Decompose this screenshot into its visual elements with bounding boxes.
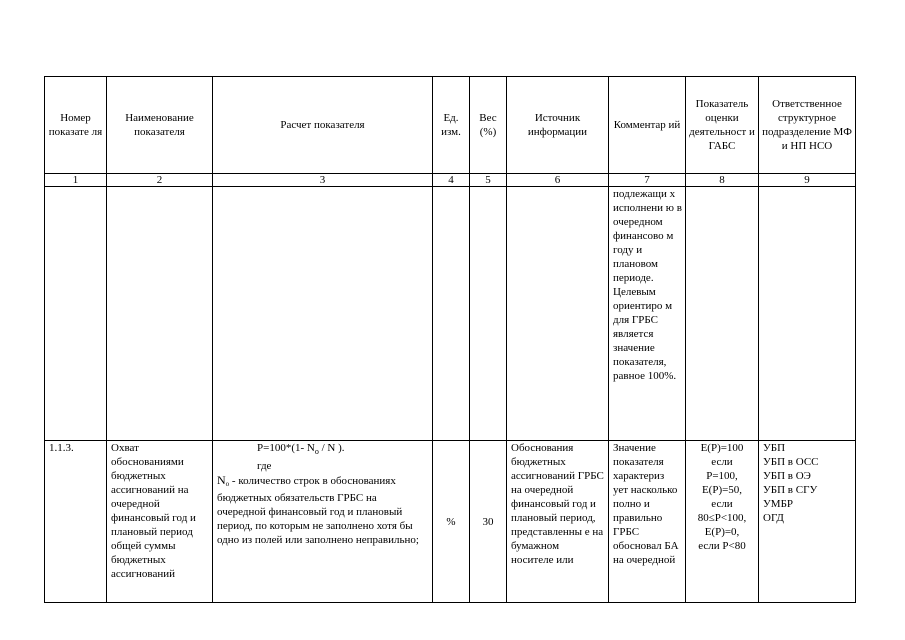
empty-cell [507,187,609,441]
formula-where: где [257,460,272,472]
header-row [45,77,856,174]
column-number: 3 [213,174,433,187]
indicator-comment: Значение показателя характериз ует насколько полно и правильно ГРБС обосновал БА на очередной [609,441,686,603]
header-calculation: Расчет показателя [213,77,433,174]
column-number: 8 [686,174,759,187]
empty-cell [470,187,507,441]
header-comment: Комментар ий [609,77,686,174]
indicator-calculation [213,441,433,603]
empty-cell [433,187,470,441]
header-source: Источник информации [507,77,609,174]
table-row [45,441,856,603]
header-unit: Ед. изм. [433,77,470,174]
column-number: 5 [470,174,507,187]
header-responsible: Ответственное структурное подразделение МФ и НП НСО [759,77,856,174]
header-name: Наименование показателя [107,77,213,174]
column-number: 6 [507,174,609,187]
indicator-responsible: УБП УБП в ОСС УБП в ОЭ УБП в СГУ УМБР ОГД [759,441,856,603]
indicator-unit: % [433,441,470,603]
indicator-weight: 30 [470,441,507,603]
column-number: 7 [609,174,686,187]
column-number: 9 [759,174,856,187]
empty-cell [213,187,433,441]
header-number: Номер показате ля [45,77,107,174]
empty-cell [686,187,759,441]
column-number: 4 [433,174,470,187]
header-weight: Вес (%) [470,77,507,174]
empty-cell [45,187,107,441]
empty-cell [107,187,213,441]
continuation-row [45,187,856,441]
empty-cell [759,187,856,441]
header-evaluation: Показатель оценки деятельност и ГАБС [686,77,759,174]
indicator-evaluation: E(P)=100 если P=100, E(P)=50, если 80≤P<100, E(P)=0, если P<80 [686,441,759,603]
indicators-table [44,76,856,603]
indicator-source: Обоснования бюджетных ассигнований ГРБС на очередной финансовый год и плановый период, представленны е на бумажном носителе или [507,441,609,603]
column-number-row [45,174,856,187]
formula: P=100*(1- $N_o$ / N ). [257,442,345,456]
column-number: 2 [107,174,213,187]
continuation-comment: подлежащи х исполнени ю в очередном финансово м году и плановом периоде. Целевым ориентиро м для ГРБС является значение показателя, равное 100%. [609,187,686,441]
column-number: 1 [45,174,107,187]
indicator-name: Охват обоснованиями бюджетных ассигнований на очередной финансовый год и плановый период общей суммы бюджетных ассигнований [107,441,213,603]
formula-definition: $N_o$ - количество строк в обоснованиях бюджетных обязательств ГРБС на очередной финансовый год и плановый период, по которым не заполнено хотя бы одно из полей или заполнено неправильно; [217,473,419,546]
indicator-number: 1.1.3. [45,441,107,603]
